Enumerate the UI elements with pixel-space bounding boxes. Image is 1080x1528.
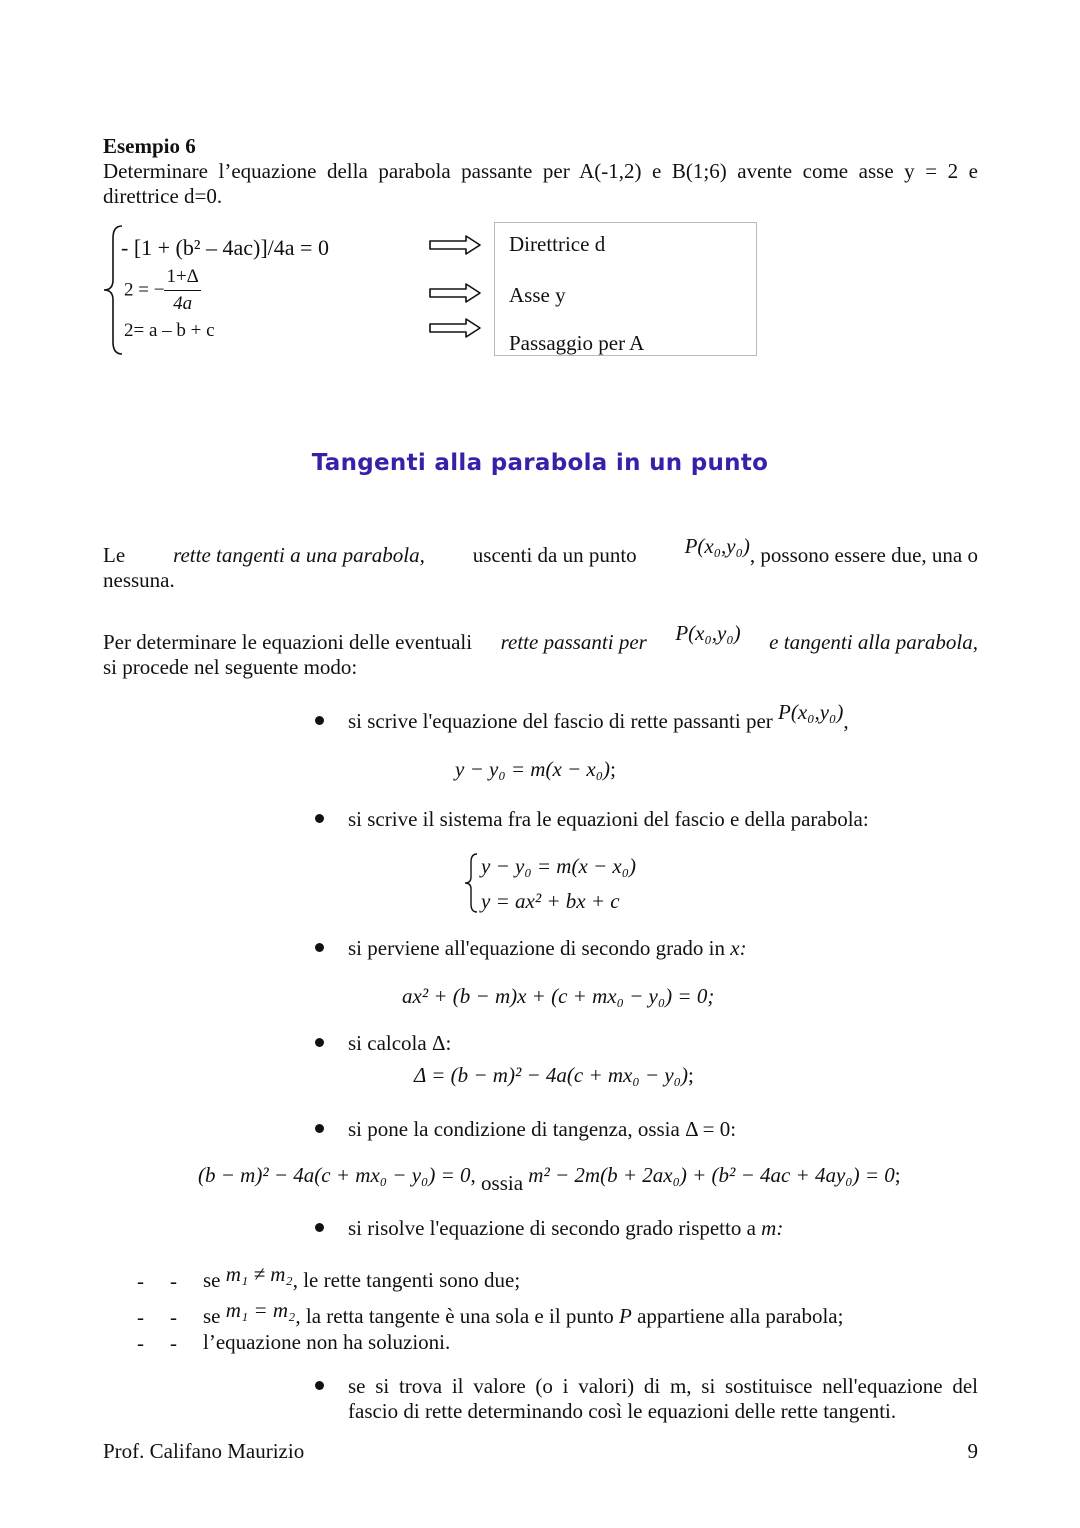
intro-p2-italic1: rette passanti per bbox=[500, 630, 647, 654]
dash-marker: - bbox=[137, 1305, 144, 1329]
final-step-line1: se si trova il valore (o i valori) di m, si sostituisce nell'equazione del bbox=[348, 1374, 978, 1398]
system-eq2 bbox=[124, 264, 201, 317]
step4-equation: Δ = (b − m)² − 4a(c + mx₀ − y₀); bbox=[414, 1063, 694, 1087]
bullet-icon bbox=[315, 1124, 324, 1133]
step5-ossia: ossia bbox=[481, 1171, 524, 1195]
intro-paragraph2-line1 bbox=[103, 621, 978, 655]
step3-var: x: bbox=[730, 936, 747, 960]
step2-system-brace bbox=[463, 852, 479, 914]
system-eq2-left: 2 = − bbox=[124, 279, 165, 301]
system-eq2-den: 4a bbox=[173, 293, 193, 314]
step5-label: si pone la condizione di tangenza, ossia bbox=[348, 1117, 680, 1141]
system-eq1: - [1 + (b² – 4ac)]/4a = 0 bbox=[121, 235, 329, 260]
intro-p1-point: P(x₀,y₀) bbox=[684, 534, 750, 558]
section-title: Tangenti alla parabola in un punto bbox=[311, 450, 769, 476]
case2-se: se bbox=[203, 1304, 221, 1328]
step5-text bbox=[348, 1117, 736, 1142]
system-eq2-fraction bbox=[164, 264, 200, 317]
page-number: 9 bbox=[967, 1439, 978, 1463]
case3: l’equazione non ha soluzioni. bbox=[203, 1330, 451, 1354]
intro-p1-c: , possono essere due, una o bbox=[749, 543, 978, 567]
bullet-icon bbox=[315, 1381, 324, 1390]
intro-p1-b: uscenti da un punto bbox=[472, 543, 637, 567]
case2 bbox=[203, 1298, 844, 1329]
bullet-icon bbox=[315, 1223, 324, 1232]
conditions-box bbox=[494, 222, 757, 356]
step5-equations: (b − m)² − 4a(c + mx₀ − y₀) = 0, ossia m² − 2m(b + 2ax₀) + (b² − 4ac + 4ay₀) = 0; bbox=[198, 1163, 901, 1195]
case2-P: P bbox=[619, 1304, 632, 1328]
dash-marker: - bbox=[170, 1269, 177, 1293]
intro-p2-italic2: e tangenti alla parabola, bbox=[769, 630, 978, 654]
dash-marker: - bbox=[137, 1269, 144, 1293]
step1-text: si scrive l'equazione del fascio di rette passanti per P(x₀,y₀), bbox=[348, 700, 849, 733]
example-statement-line2: direttrice d=0. bbox=[103, 184, 223, 208]
case1-condition: m₁ ≠ m₂ bbox=[225, 1262, 293, 1286]
step1-point: P(x₀,y₀) bbox=[778, 700, 844, 724]
case1-se: se bbox=[203, 1268, 221, 1292]
implies-arrow-icon bbox=[428, 234, 482, 256]
dash-marker: - bbox=[170, 1305, 177, 1329]
box-line2: Asse y bbox=[509, 283, 566, 307]
system-eq2-num: 1+Δ bbox=[164, 264, 200, 291]
step1-equation: y − y₀ = m(x − x₀); bbox=[455, 757, 616, 781]
step5-equation-b: m² − 2m(b + 2ax₀) + (b² − 4ac + 4ay₀) = 0 bbox=[528, 1163, 895, 1187]
step4-label: si calcola bbox=[348, 1031, 427, 1055]
final-step-line2: fascio di rette determinando così le equazioni delle rette tangenti. bbox=[348, 1399, 897, 1423]
footer-author: Prof. Califano Maurizio bbox=[103, 1439, 305, 1463]
example-statement-line1: Determinare l’equazione della parabola passante per A(-1,2) e B(1;6) avente come asse y = 2 e bbox=[103, 159, 978, 183]
intro-p1-a: Le bbox=[103, 543, 126, 567]
implies-arrow-icon bbox=[428, 317, 482, 339]
step6-text bbox=[348, 1216, 783, 1241]
step6-var: m: bbox=[761, 1216, 784, 1240]
dash-marker: - bbox=[137, 1331, 144, 1355]
intro-p2-a: Per determinare le equazioni delle eventuali bbox=[103, 630, 473, 654]
step3-equation: ax² + (b − m)x + (c + mx₀ − y₀) = 0; bbox=[402, 984, 715, 1008]
step1-label: si scrive l'equazione del fascio di rette passanti per bbox=[348, 709, 773, 733]
step4-text bbox=[348, 1031, 451, 1056]
intro-p2-point: P(x₀,y₀) bbox=[675, 621, 741, 645]
intro-paragraph1-line2: nessuna. bbox=[103, 568, 175, 592]
step2-equation2: y = ax² + bx + c bbox=[481, 889, 620, 913]
bullet-icon bbox=[315, 1038, 324, 1047]
bullet-icon bbox=[315, 814, 324, 823]
step5-equation-a: (b − m)² − 4a(c + mx₀ − y₀) = 0 bbox=[198, 1163, 471, 1187]
step3-text bbox=[348, 936, 747, 961]
intro-paragraph1-line1 bbox=[103, 534, 978, 568]
case2-text-a: , la retta tangente è una sola e il punto bbox=[295, 1304, 614, 1328]
dash-marker: - bbox=[170, 1331, 177, 1355]
example-heading: Esempio 6 bbox=[103, 134, 196, 158]
intro-p1-italic: rette tangenti a una parabola, bbox=[173, 543, 425, 567]
case2-text-b: appartiene alla parabola; bbox=[637, 1304, 844, 1328]
case2-condition: m₁ = m₂ bbox=[225, 1298, 296, 1322]
step5-condition: Δ = 0: bbox=[685, 1117, 737, 1141]
box-line1: Direttrice d bbox=[509, 232, 606, 256]
intro-paragraph2-line2: si procede nel seguente modo: bbox=[103, 655, 358, 679]
step2-equation1: y − y₀ = m(x − x₀) bbox=[481, 854, 637, 878]
case1-text: , le rette tangenti sono due; bbox=[292, 1268, 521, 1292]
implies-arrow-icon bbox=[428, 282, 482, 304]
system-eq3: 2= a – b + c bbox=[124, 320, 215, 341]
step6-label: si risolve l'equazione di secondo grado rispetto a bbox=[348, 1216, 756, 1240]
step4-symbol: Δ: bbox=[431, 1031, 452, 1055]
case1 bbox=[203, 1262, 521, 1293]
step2-text: si scrive il sistema fra le equazioni del fascio e della parabola: bbox=[348, 807, 869, 831]
step3-label: si perviene all'equazione di secondo grado in bbox=[348, 936, 725, 960]
bullet-icon bbox=[315, 943, 324, 952]
box-line3: Passaggio per A bbox=[509, 331, 645, 355]
bullet-icon bbox=[315, 716, 324, 725]
